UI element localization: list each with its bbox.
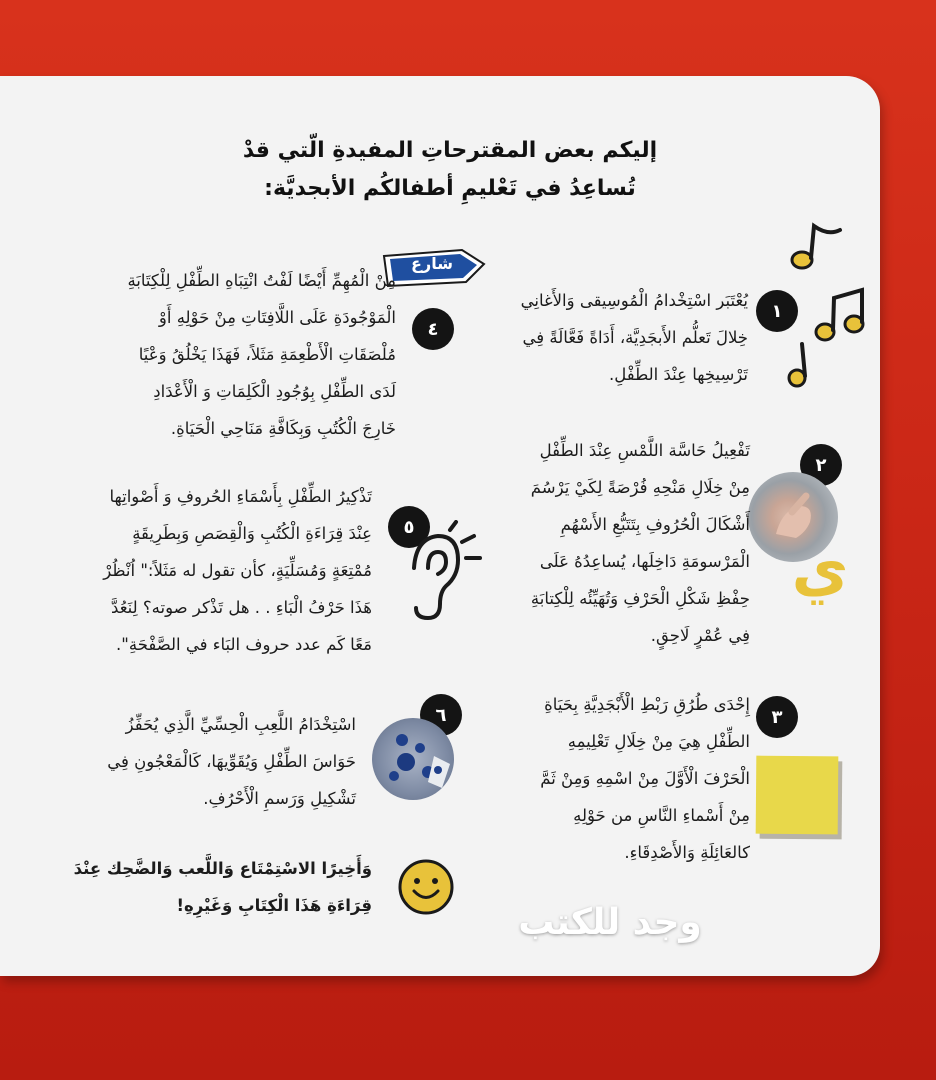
item-3-line: مِنْ أَسْماءِ النَّاسِ من حَوْلِهِ xyxy=(573,806,750,825)
letter-ya-sample: ي xyxy=(791,532,849,605)
item-number-5: ٥ xyxy=(388,506,430,548)
closing-line: قِرَاءَةِ هَذَا الْكِتَابِ وَغَيْرِهِ! xyxy=(176,896,372,915)
item-number-6: ٦ xyxy=(420,694,462,736)
item-1-line: يُعْتَبَر اسْتِخْدامُ الْمُوسِيقى وَالأَغانِي xyxy=(520,291,748,310)
sticky-note-icon xyxy=(756,756,839,835)
watermark: وجد للكتب xyxy=(518,902,702,943)
item-4-line: الْمَوْجُودَةِ عَلَى اللَّافِتَاتِ مِنْ حَوْلِهِ أَوْ xyxy=(158,308,396,327)
item-text-3 xyxy=(450,686,750,871)
item-2-line: فِي عُمْرٍ لَاحِقٍ. xyxy=(650,626,750,645)
item-6-line: تَشْكِيلِ وَرَسمِ الْأَحْرُفِ. xyxy=(203,789,356,808)
item-text-5 xyxy=(40,478,372,663)
item-text-2 xyxy=(450,432,750,654)
ear-icon xyxy=(400,520,484,630)
page-title xyxy=(240,132,660,208)
item-3-line: إِحْدَى طُرُقِ رَبْطِ الْأَبْجَدِيَّةِ بِحَيَاةِ xyxy=(544,695,750,714)
item-number-4: ٤ xyxy=(412,308,454,350)
item-4-line: لَدَى الطِّفْلِ بِوُجُودِ الْكَلِمَاتِ وَ الْأَعْدَادِ xyxy=(153,382,396,401)
title-line-1: إليكم بعض المقترحاتِ المفيدةِ الّتي قدْ xyxy=(242,138,658,163)
item-1-line: خِلالَ تَعلُّم الأَبجَدِيَّة، أَدَاةً فَعَّالَةً فِي xyxy=(522,328,748,347)
item-5-line: هَذَا حَرْفُ الْبَاءِ . . هل تَذْكر صوته؟ لِنَعُدَّ xyxy=(111,598,372,617)
item-4-line: مُلْصَقَاتِ الْأَطْعِمَةِ مَثَلاً، فَهَذَا يَخْلُقُ وَعْيًا xyxy=(138,345,396,364)
item-5-line: مُمْتِعَةٍ وَمُسَلِّيَةٍ، كأن تقول له مَثَلاً:" اُنْظُرْ xyxy=(103,561,372,580)
item-2-line: تَفْعِيلُ حَاسَّة اللَّمْسِ عِنْدَ الطِّفْلِ xyxy=(539,441,750,460)
item-2-line: أَشْكَالَ الْحُرُوفِ بِتَتَبُّعِ الأَسْهُمِ xyxy=(560,515,750,534)
item-number-1: ١ xyxy=(756,290,798,332)
item-6-line: حَوَاسَ الطِّفْلِ وَيُقَوِّيهَا، كَالْمَعْجُونِ فِي xyxy=(107,752,356,771)
item-2-line: الْمَرْسومَةِ دَاخِلَها، يُساعِدُهُ عَلَى xyxy=(539,552,750,571)
item-5-line: مَعًا كَم عدد حروف البَاء في الصَّفْحَةِ". xyxy=(116,635,372,654)
item-6-line: اسْتِخْدَامُ اللَّعِبِ الْحِسِّيِّ الَّذِي يُحَفِّزُ xyxy=(125,715,356,734)
item-4-line: خَارِجَ الْكُتُبِ وَبِكَافَّةِ مَنَاحِي الْحَيَاةِ. xyxy=(170,419,396,438)
item-5-line: تَذْكِيرُ الطِّفْلِ بِأَسْمَاءِ الحُروفِ وَ أَصْواتِها xyxy=(109,487,372,506)
item-5-line: عِنْدَ قِرَاءَةِ الْكُتُبِ وَالْقِصَصِ وَبِطَرِيقَةٍ xyxy=(132,524,372,543)
book-page xyxy=(0,76,880,976)
closing-line: وَأَخِيرًا الاسْتِمْتَاع وَاللَّعب وَالضَّحِك عِنْدَ xyxy=(73,859,372,878)
item-number-3: ٣ xyxy=(756,696,798,738)
tag-label: شارع xyxy=(411,254,453,273)
playdough-photo xyxy=(372,718,454,800)
item-text-6 xyxy=(40,706,356,817)
smiley-icon xyxy=(396,858,456,916)
item-3-line: كالعَائِلَةِ وَالأَصْدِقَاءِ. xyxy=(624,843,750,862)
item-3-line: الْحَرْفَ الْأَوَّلَ مِنْ اسْمِهِ وَمِنْ ثَمَّ xyxy=(540,769,750,788)
item-3-line: الطِّفْلِ هِيَ مِنْ خِلَالِ تَعْلِيمِهِ xyxy=(567,732,750,751)
item-2-line: مِنْ خِلَالِ مَنْحِهِ فُرْصَةً لِكَيْ يَرْسُمَ xyxy=(530,478,750,497)
item-1-line: تَرْسِيخِها عِنْدَ الطِّفْلِ. xyxy=(609,365,748,384)
item-4-line: مِنْ الْمُهِمِّ أَيْضًا لَفْتُ انْتِبَاهِ الطِّفْلِ لِلْكِتَابَةِ xyxy=(127,271,396,290)
item-2-line: حِفْظِ شَكْلِ الْحَرْفِ وَتُهَيِّئُه لِلْكِتابَةِ xyxy=(530,589,750,608)
item-text-4 xyxy=(40,262,396,447)
item-number-2: ٢ xyxy=(800,444,842,486)
title-line-2: تُساعِدُ في تَعْليمِ أطفالكُم الأبجديَّة: xyxy=(264,176,636,201)
closing-text xyxy=(40,850,372,924)
